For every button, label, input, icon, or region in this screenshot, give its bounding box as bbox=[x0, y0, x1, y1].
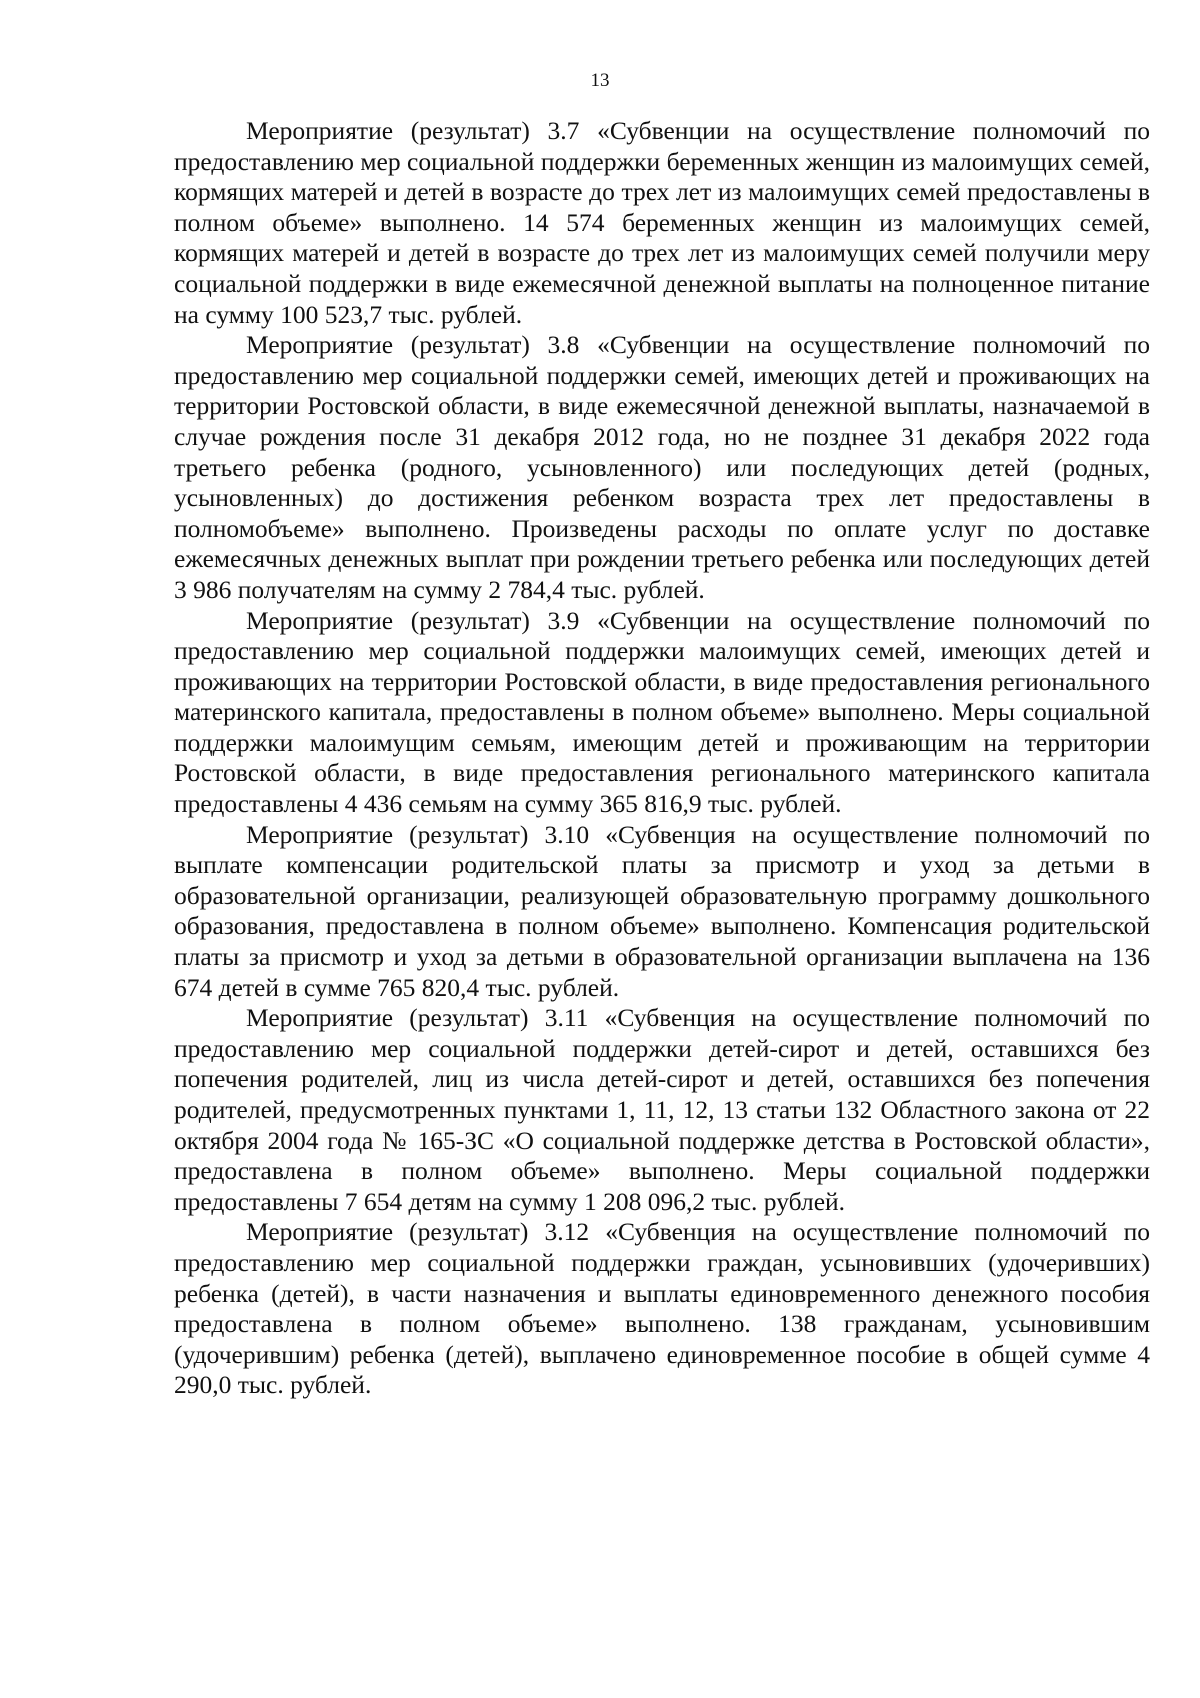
paragraph-3-10: Мероприятие (результат) 3.10 «Субвенция на осуществление полномочий по выплате компенсации родительской платы за присмотр и уход за детьми в образовательной организации, реализующей образовательную программу дошкольного образования, предоставлена в полном объеме» выполнено. Компенсация родительской платы за присмотр и уход за детьми в образовательной организации выплачена на 136 674 детей в сумме 765 820,4 тыс. рублей. bbox=[174, 819, 1150, 1002]
paragraph-3-7: Мероприятие (результат) 3.7 «Субвенции на осуществление полномочий по предоставлению мер социальной поддержки беременных женщин из малоимущих семей, кормящих матерей и детей в возрасте до трех лет из малоимущих семей предоставлены в полном объеме» выполнено. 14 574 беременных женщин из малоимущих семей, кормящих матерей и детей в возрасте до трех лет из малоимущих семей получили меру социальной поддержки в виде ежемесячной денежной выплаты на полноценное питание на сумму 100 523,7 тыс. рублей. bbox=[174, 116, 1150, 329]
page-number: 13 bbox=[590, 70, 610, 91]
paragraph-3-9: Мероприятие (результат) 3.9 «Субвенции на осуществление полномочий по предоставлению мер социальной поддержки малоимущих семей, имеющих детей и проживающих на территории Ростовской области, в виде предоставления регионального материнского капитала, предоставлены в полном объеме» выполнено. Меры социальной поддержки малоимущим семьям, имеющим детей и проживающим на территории Ростовской области, в виде предоставления регионального материнского капитала предоставлены 4 436 семьям на сумму 365 816,9 тыс. рублей. bbox=[174, 605, 1150, 819]
document-body bbox=[174, 116, 1150, 1401]
paragraph-3-8: Мероприятие (результат) 3.8 «Субвенции на осуществление полномочий по предоставлению мер социальной поддержки семей, имеющих детей и проживающих на территории Ростовской области, в виде ежемесячной денежной выплаты, назначаемой в случае рождения после 31 декабря 2012 года, но не позднее 31 декабря 2022 года третьего ребенка (родного, усыновленного) или последующих детей (родных, усыновленных) до достижения ребенком возраста трех лет предоставлены в полномобъеме» выполнено. Произведены расходы по оплате услуг по доставке ежемесячных денежных выплат при рождении третьего ребенка или последующих детей 3 986 получателям на сумму 2 784,4 тыс. рублей. bbox=[174, 330, 1150, 604]
paragraph-3-12: Мероприятие (результат) 3.12 «Субвенция на осуществление полномочий по предоставлению мер социальной поддержки граждан, усыновивших (удочеривших) ребенка (детей), в части назначения и выплаты единовременного денежного пособия предоставлена в полном объеме» выполнено. 138 гражданам, усыновившим (удочерившим) ребенка (детей), выплачено единовременное пособие в общей сумме 4 290,0 тыс. рублей. bbox=[174, 1217, 1150, 1400]
paragraph-3-11: Мероприятие (результат) 3.11 «Субвенция на осуществление полномочий по предоставлению мер социальной поддержки детей-сирот и детей, оставшихся без попечения родителей, лиц из числа детей-сирот и детей, оставшихся без попечения родителей, предусмотренных пунктами 1, 11, 12, 13 статьи 132 Областного закона от 22 октября 2004 года № 165-ЗС «О социальной поддержке детства в Ростовской области», предоставлена в полном объеме» выполнено. Меры социальной поддержки предоставлены 7 654 детям на сумму 1 208 096,2 тыс. рублей. bbox=[174, 1003, 1150, 1216]
